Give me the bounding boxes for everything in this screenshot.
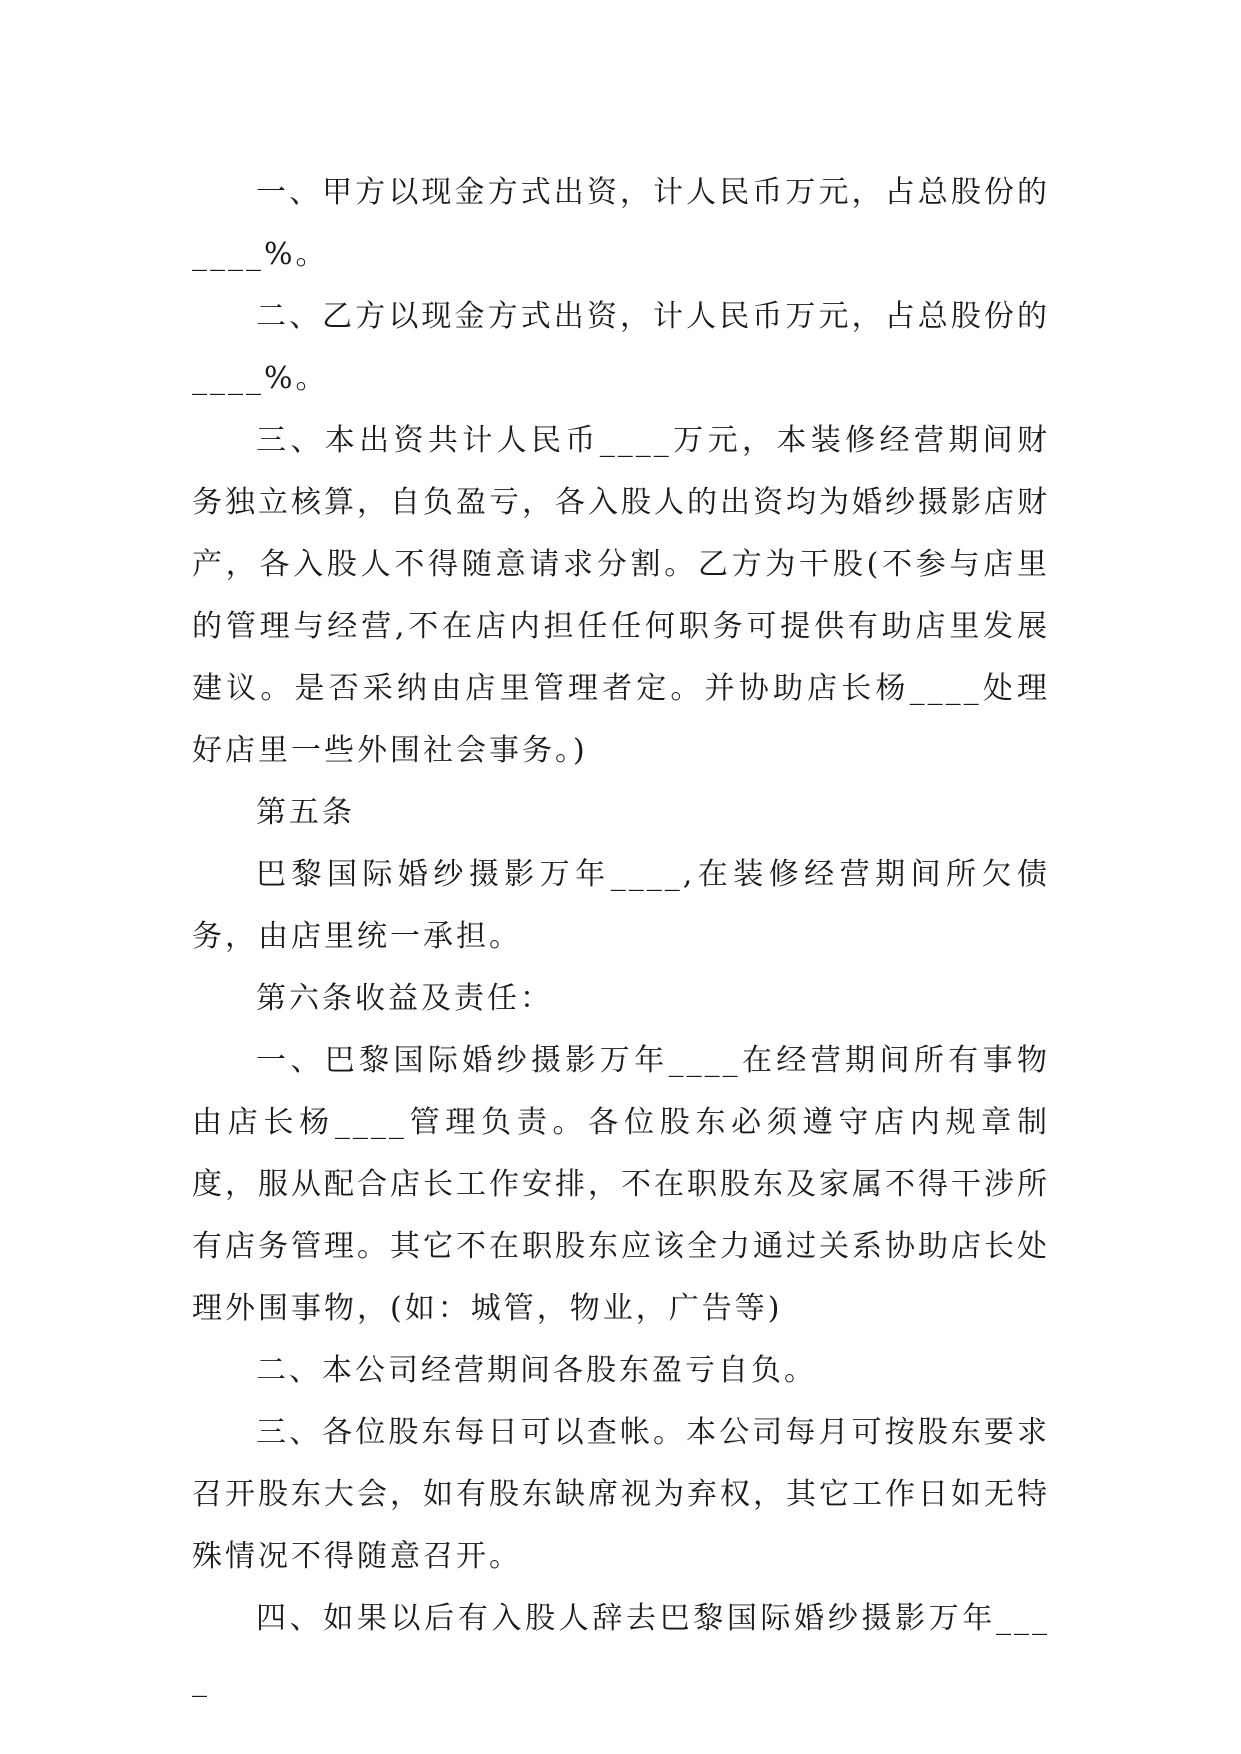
paragraph-resignation: 四、如果以后有入股人辞去巴黎国际婚纱摄影万年____ [192,1601,1050,1698]
article-five-heading: 第五条 [256,795,355,830]
paragraph-capital-party-a: 一、甲方以现金方式出资，计人民币万元，占总股份的____%。 [192,175,1050,272]
document-body [192,162,1050,1712]
paragraph-total-capital: 三、本出资共计人民币____万元，本装修经营期间财务独立核算，自负盈亏，各入股人的出资均为婚纱摄影店财产，各入股人不得随意请求分割。乙方为干股(不参与店里的管理与经营,不在店内担任任何职务可提供有助店里发展建议。是否采纳由店里管理者定。并协助店长杨____处理好店里一些外围社会事务。) [192,423,1050,768]
article-six-heading: 第六条收益及责任： [256,981,553,1016]
paragraph-debts: 巴黎国际婚纱摄影万年____,在装修经营期间所欠债务，由店里统一承担。 [192,857,1050,954]
paragraph-shareholder-meeting: 三、各位股东每日可以查帐。本公司每月可按股东要求召开股东大会，如有股东缺席视为弃权，其它工作日如无特殊情况不得随意召开。 [192,1415,1050,1574]
paragraph-management: 一、巴黎国际婚纱摄影万年____在经营期间所有事物由店长杨____管理负责。各位股东必须遵守店内规章制度，服从配合店长工作安排，不在职股东及家属不得干涉所有店务管理。其它不在职股东应该全力通过关系协助店长处理外围事物，(如：城管，物业，广告等) [192,1043,1050,1326]
paragraph-capital-party-b: 二、乙方以现金方式出资，计人民币万元，占总股份的____%。 [192,299,1050,396]
paragraph-profit-loss: 二、本公司经营期间各股东盈亏自负。 [256,1353,817,1388]
